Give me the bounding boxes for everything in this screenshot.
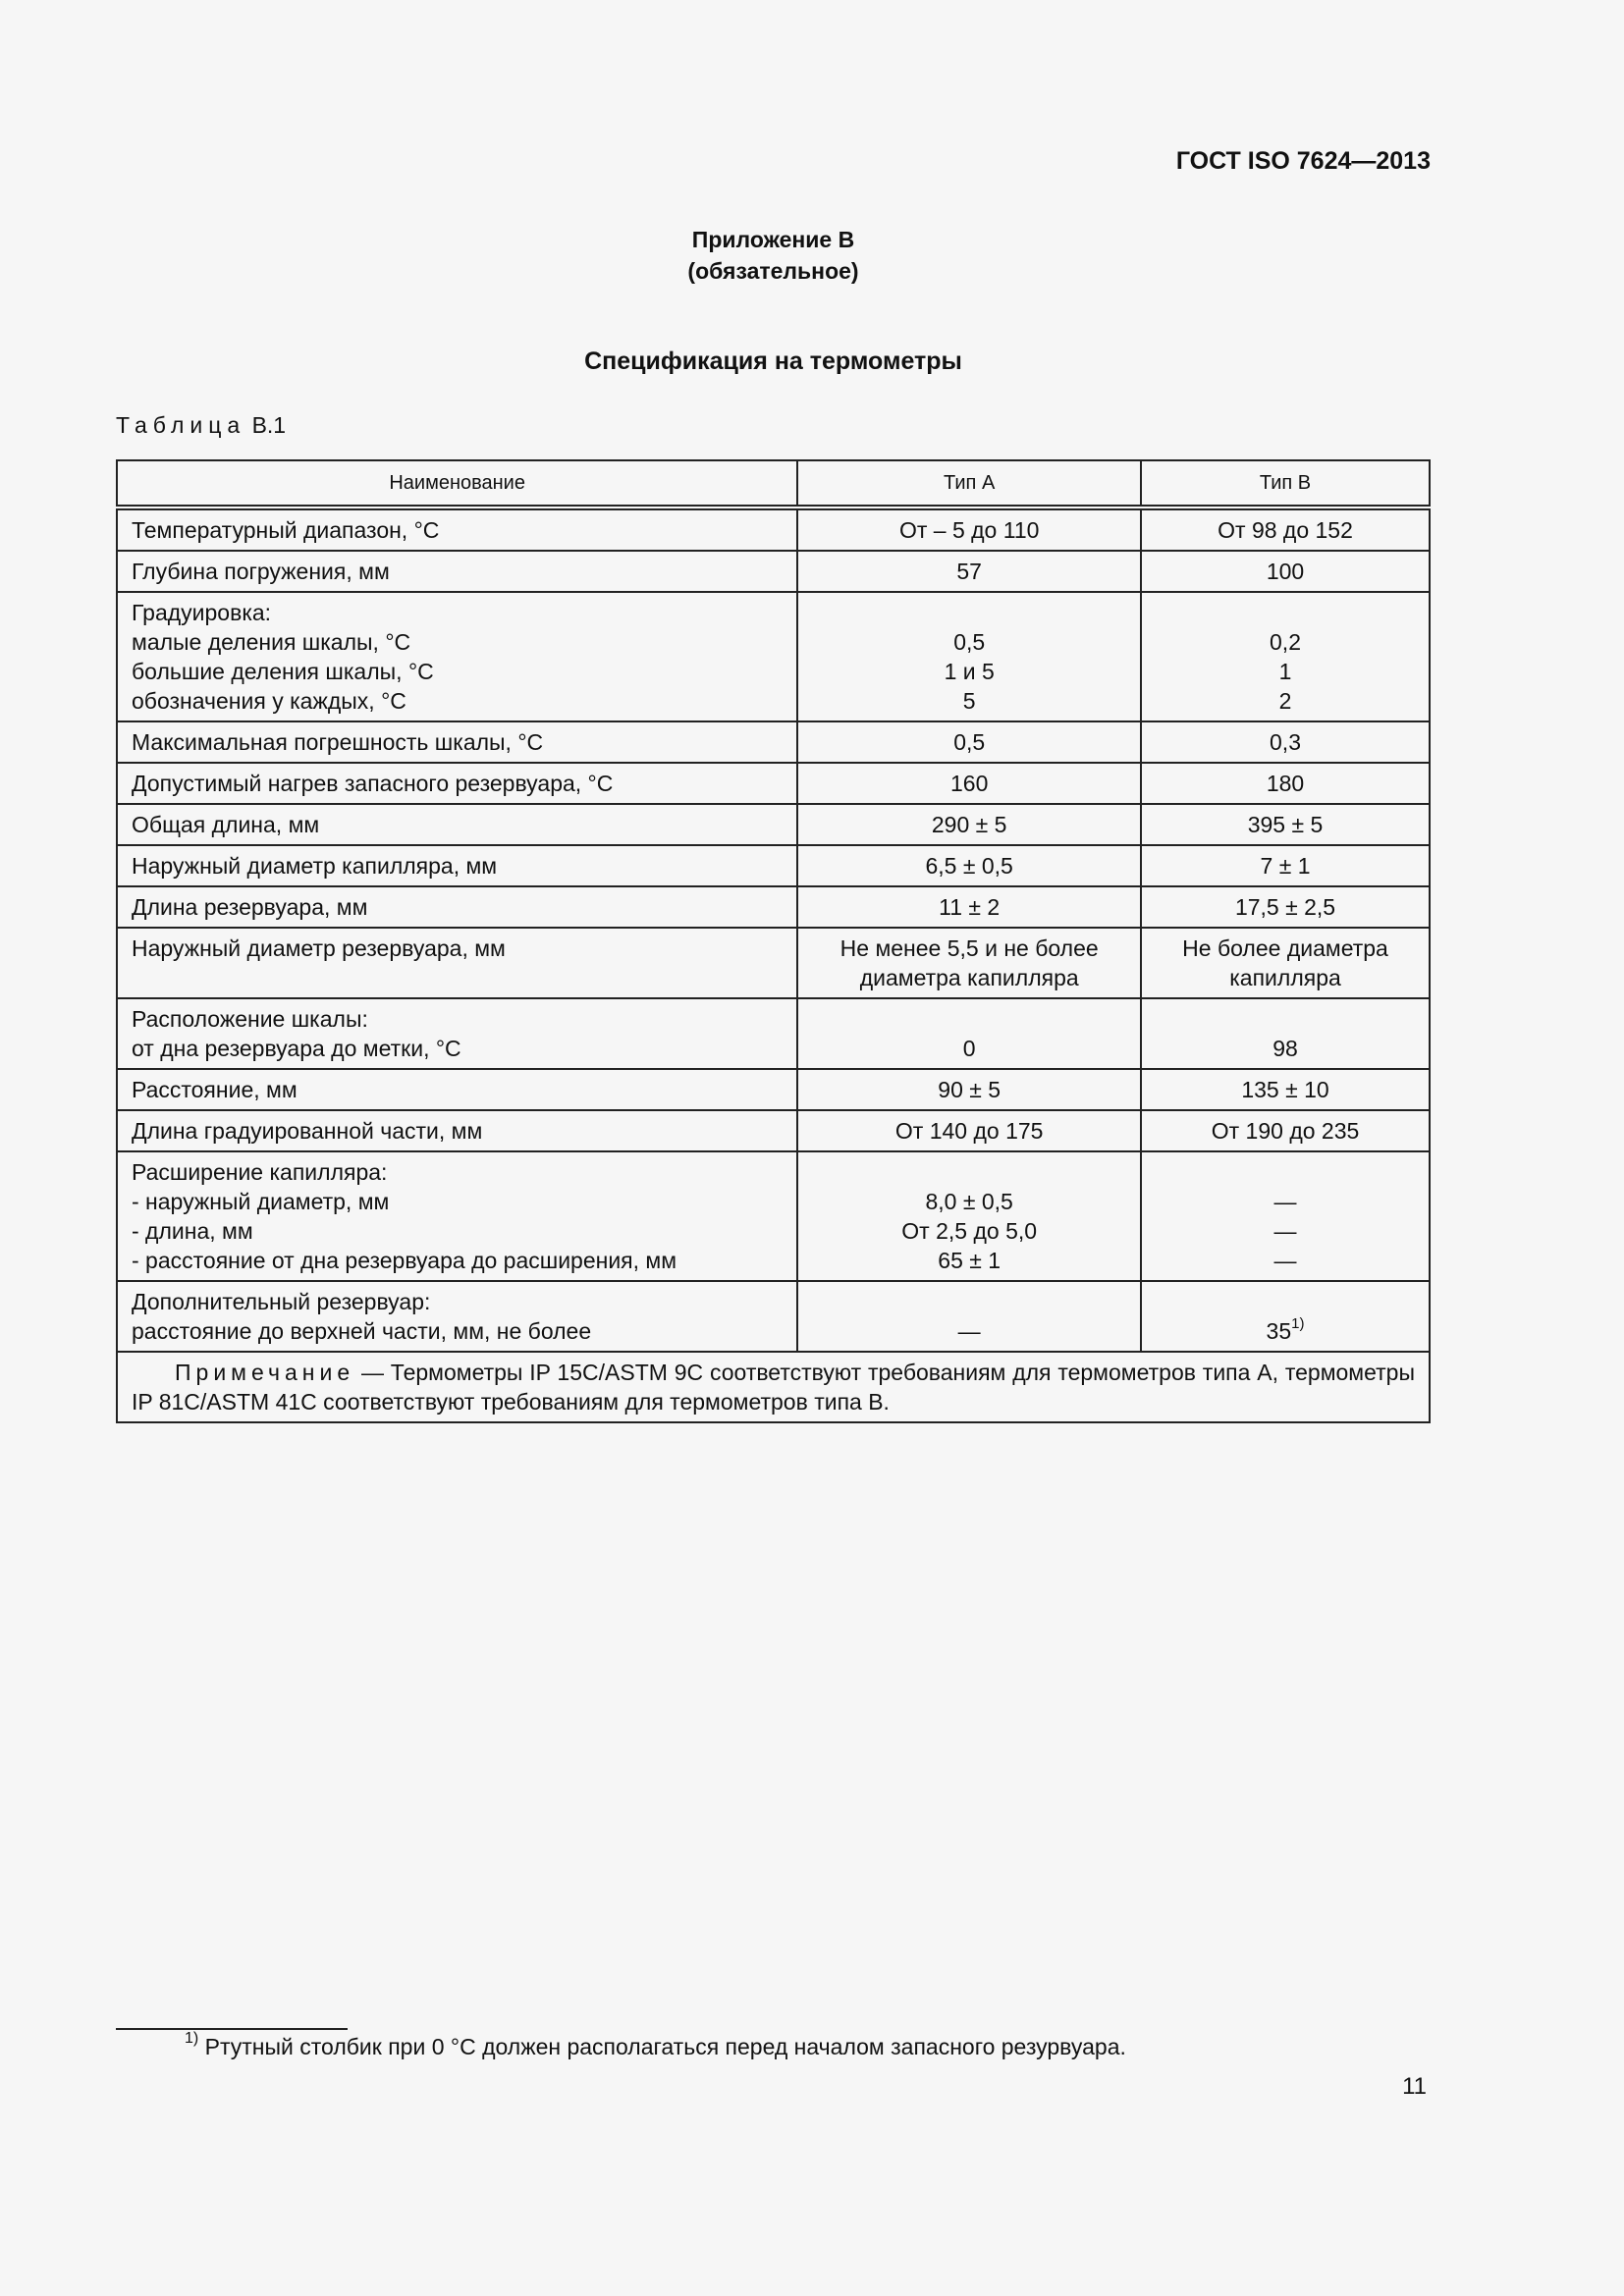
table-caption-word: Таблица <box>116 412 246 438</box>
cell-type-b <box>1141 507 1430 551</box>
cell-value: 1 и 5 <box>944 659 995 684</box>
cell-line <box>812 810 1126 839</box>
cell-line <box>812 627 1126 657</box>
cell-line: Дополнительный резервуар: <box>132 1289 431 1314</box>
cell-name <box>117 1110 797 1151</box>
cell-name <box>117 592 797 721</box>
cell-value: От 98 до 152 <box>1218 517 1353 543</box>
table-row <box>117 928 1430 998</box>
cell-type-a <box>797 845 1141 886</box>
table-row <box>117 1110 1430 1151</box>
cell-line: Расположение шкалы: <box>132 1006 368 1032</box>
cell-line <box>812 1034 1126 1063</box>
footnote-text: Ртутный столбик при 0 °С должен располагаться перед началом запасного резурвуара. <box>198 2034 1126 2059</box>
page-number: 11 <box>1402 2073 1427 2100</box>
cell-line <box>1156 727 1415 757</box>
cell-line: Допустимый нагрев запасного резервуара, °С <box>132 771 614 796</box>
cell-value: От 140 до 175 <box>894 1118 1044 1144</box>
cell-type-a <box>797 1110 1141 1151</box>
cell-type-a <box>797 1151 1141 1281</box>
column-header-name: Наименование <box>117 460 797 507</box>
cell-line <box>1156 686 1415 716</box>
cell-line: малые деления шкалы, °С <box>132 629 411 655</box>
cell-type-a <box>797 592 1141 721</box>
cell-type-a <box>797 998 1141 1069</box>
cell-line <box>812 934 1126 963</box>
cell-line: Расстояние, мм <box>132 1077 298 1102</box>
table-body <box>117 507 1430 1352</box>
cell-value: 0 <box>962 1036 976 1061</box>
cell-value: 0,5 <box>953 729 986 755</box>
cell-line <box>812 1075 1126 1104</box>
cell-line <box>1156 851 1415 881</box>
cell-value: диаметра капилляра <box>859 965 1079 990</box>
cell-value: — <box>1273 1248 1297 1273</box>
cell-type-b <box>1141 886 1430 928</box>
cell-value: — <box>1273 1189 1297 1214</box>
cell-line: - длина, мм <box>132 1218 253 1244</box>
cell-value: — <box>957 1318 981 1344</box>
table-row <box>117 886 1430 928</box>
cell-line <box>1156 810 1415 839</box>
cell-type-b <box>1141 763 1430 804</box>
cell-line <box>812 727 1126 757</box>
footnote <box>185 2030 1126 2060</box>
table-row <box>117 507 1430 551</box>
cell-line: Общая длина, мм <box>132 812 320 837</box>
cell-name <box>117 551 797 592</box>
cell-line <box>812 892 1126 922</box>
cell-line <box>1156 1187 1415 1216</box>
table-row <box>117 721 1430 763</box>
cell-value: 17,5 ± 2,5 <box>1234 894 1336 920</box>
table-header-row <box>117 460 1430 507</box>
cell-name <box>117 998 797 1069</box>
cell-name <box>117 928 797 998</box>
table-caption-number: В.1 <box>251 412 287 438</box>
cell-line <box>1156 892 1415 922</box>
cell-line: обозначения у каждых, °С <box>132 688 406 714</box>
cell-value: капилляра <box>1229 965 1341 990</box>
cell-type-a <box>797 763 1141 804</box>
cell-type-b <box>1141 1281 1430 1352</box>
cell-name <box>117 763 797 804</box>
table-row <box>117 763 1430 804</box>
cell-value: 6,5 ± 0,5 <box>925 853 1013 879</box>
cell-type-b <box>1141 1151 1430 1281</box>
cell-type-a <box>797 507 1141 551</box>
table-row <box>117 551 1430 592</box>
cell-type-b <box>1141 1110 1430 1151</box>
standard-code: ГОСТ ISO 7624—2013 <box>1175 147 1431 175</box>
table-row <box>117 592 1430 721</box>
cell-line: Градуировка: <box>132 600 272 625</box>
cell-line <box>1156 657 1415 686</box>
cell-type-a <box>797 1069 1141 1110</box>
cell-type-b <box>1141 1069 1430 1110</box>
cell-line <box>1156 1075 1415 1104</box>
cell-line <box>812 557 1126 586</box>
annex-heading <box>0 224 1546 287</box>
cell-line <box>1156 1034 1415 1063</box>
cell-line <box>812 686 1126 716</box>
note-label: Примечание <box>175 1360 355 1385</box>
cell-value: 1 <box>1278 659 1292 684</box>
cell-line: Наружный диаметр резервуара, мм <box>132 935 506 961</box>
annex-status: (обязательное) <box>687 258 859 284</box>
cell-line: Расширение капилляра: <box>132 1159 388 1185</box>
cell-type-b <box>1141 928 1430 998</box>
cell-value: — <box>1273 1218 1297 1244</box>
cell-name <box>117 721 797 763</box>
cell-value: 65 ± 1 <box>938 1248 1001 1273</box>
cell-value: 160 <box>949 771 989 796</box>
table-row <box>117 804 1430 845</box>
cell-line <box>1156 515 1415 545</box>
cell-line: Длина градуированной части, мм <box>132 1118 483 1144</box>
cell-value: 2 <box>1278 688 1292 714</box>
cell-line <box>812 657 1126 686</box>
cell-line <box>1156 557 1415 586</box>
cell-line: большие деления шкалы, °С <box>132 659 434 684</box>
cell-line: Наружный диаметр капилляра, мм <box>132 853 498 879</box>
cell-line: Глубина погружения, мм <box>132 559 390 584</box>
cell-type-b <box>1141 592 1430 721</box>
cell-type-a <box>797 804 1141 845</box>
cell-line <box>812 851 1126 881</box>
cell-value: 0,2 <box>1270 629 1301 655</box>
cell-value: 57 <box>956 559 982 584</box>
cell-name <box>117 1151 797 1281</box>
cell-line <box>812 963 1126 992</box>
cell-line <box>1156 627 1415 657</box>
cell-value: 135 ± 10 <box>1241 1077 1329 1102</box>
cell-line: Температурный диапазон, °С <box>132 517 440 543</box>
cell-value: 0,3 <box>1270 729 1301 755</box>
cell-line <box>812 1246 1126 1275</box>
cell-value: 180 <box>1266 771 1305 796</box>
cell-line <box>1156 963 1415 992</box>
cell-name <box>117 507 797 551</box>
cell-name <box>117 886 797 928</box>
cell-value: 5 <box>962 688 976 714</box>
cell-value: 100 <box>1266 559 1305 584</box>
cell-line: Максимальная погрешность шкалы, °С <box>132 729 544 755</box>
spec-table <box>116 459 1431 1423</box>
cell-value: 0,5 <box>953 629 986 655</box>
cell-type-b <box>1141 998 1430 1069</box>
table-caption <box>116 412 286 439</box>
cell-line: - наружный диаметр, мм <box>132 1189 390 1214</box>
cell-line <box>1156 1316 1415 1346</box>
cell-value: 395 ± 5 <box>1247 812 1324 837</box>
cell-value: 90 ± 5 <box>938 1077 1001 1102</box>
table-row <box>117 1151 1430 1281</box>
cell-value: От – 5 до 110 <box>898 517 1040 543</box>
cell-name <box>117 804 797 845</box>
cell-line <box>1156 1116 1415 1146</box>
cell-value: Не более диаметра <box>1182 935 1388 961</box>
cell-line: от дна резервуара до метки, °С <box>132 1036 461 1061</box>
cell-line <box>812 1316 1126 1346</box>
cell-value: 98 <box>1272 1036 1298 1061</box>
table-note <box>117 1352 1430 1422</box>
cell-line <box>812 1116 1126 1146</box>
footnote-divider <box>116 2028 348 2030</box>
cell-name <box>117 845 797 886</box>
cell-type-a <box>797 1281 1141 1352</box>
cell-line <box>1156 1246 1415 1275</box>
cell-value: Не менее 5,5 и не более <box>839 935 1099 961</box>
footnote-marker: 1) <box>185 2030 199 2048</box>
cell-line <box>812 769 1126 798</box>
cell-value: 8,0 ± 0,5 <box>925 1189 1013 1214</box>
cell-line <box>1156 769 1415 798</box>
note-text: — Термометры IP 15C/ASTM 9C соответствуют требованиям для термометров типа А, термометры IP 81C/ASTM 41C соответствуют требованиям для термометров типа В. <box>132 1360 1415 1415</box>
column-header-type-a: Тип А <box>797 460 1141 507</box>
table-row <box>117 1069 1430 1110</box>
cell-value: От 2,5 до 5,0 <box>901 1218 1038 1244</box>
cell-value: От 190 до 235 <box>1211 1118 1360 1144</box>
table-row <box>117 1281 1430 1352</box>
section-title: Спецификация на термометры <box>584 347 962 375</box>
cell-line: Длина резервуара, мм <box>132 894 368 920</box>
cell-name <box>117 1069 797 1110</box>
cell-type-a <box>797 886 1141 928</box>
cell-type-a <box>797 551 1141 592</box>
cell-line <box>812 515 1126 545</box>
column-header-type-b: Тип В <box>1141 460 1430 507</box>
cell-value: 35 <box>1266 1318 1292 1344</box>
cell-type-b <box>1141 551 1430 592</box>
cell-line: расстояние до верхней части, мм, не более <box>132 1318 592 1344</box>
cell-name <box>117 1281 797 1352</box>
cell-type-a <box>797 721 1141 763</box>
cell-type-b <box>1141 721 1430 763</box>
footnote-reference: 1) <box>1291 1315 1305 1333</box>
cell-line <box>1156 1216 1415 1246</box>
table-row <box>117 998 1430 1069</box>
table-note-row <box>117 1352 1430 1422</box>
cell-line: - расстояние от дна резервуара до расширения, мм <box>132 1248 677 1273</box>
cell-value: 7 ± 1 <box>1260 853 1311 879</box>
cell-type-a <box>797 928 1141 998</box>
cell-line <box>1156 934 1415 963</box>
cell-line <box>812 1216 1126 1246</box>
cell-type-b <box>1141 804 1430 845</box>
table-row <box>117 845 1430 886</box>
cell-type-b <box>1141 845 1430 886</box>
annex-title: Приложение В <box>691 227 855 252</box>
cell-line <box>812 1187 1126 1216</box>
cell-value: 11 ± 2 <box>939 894 1001 920</box>
cell-value: 290 ± 5 <box>931 812 1007 837</box>
